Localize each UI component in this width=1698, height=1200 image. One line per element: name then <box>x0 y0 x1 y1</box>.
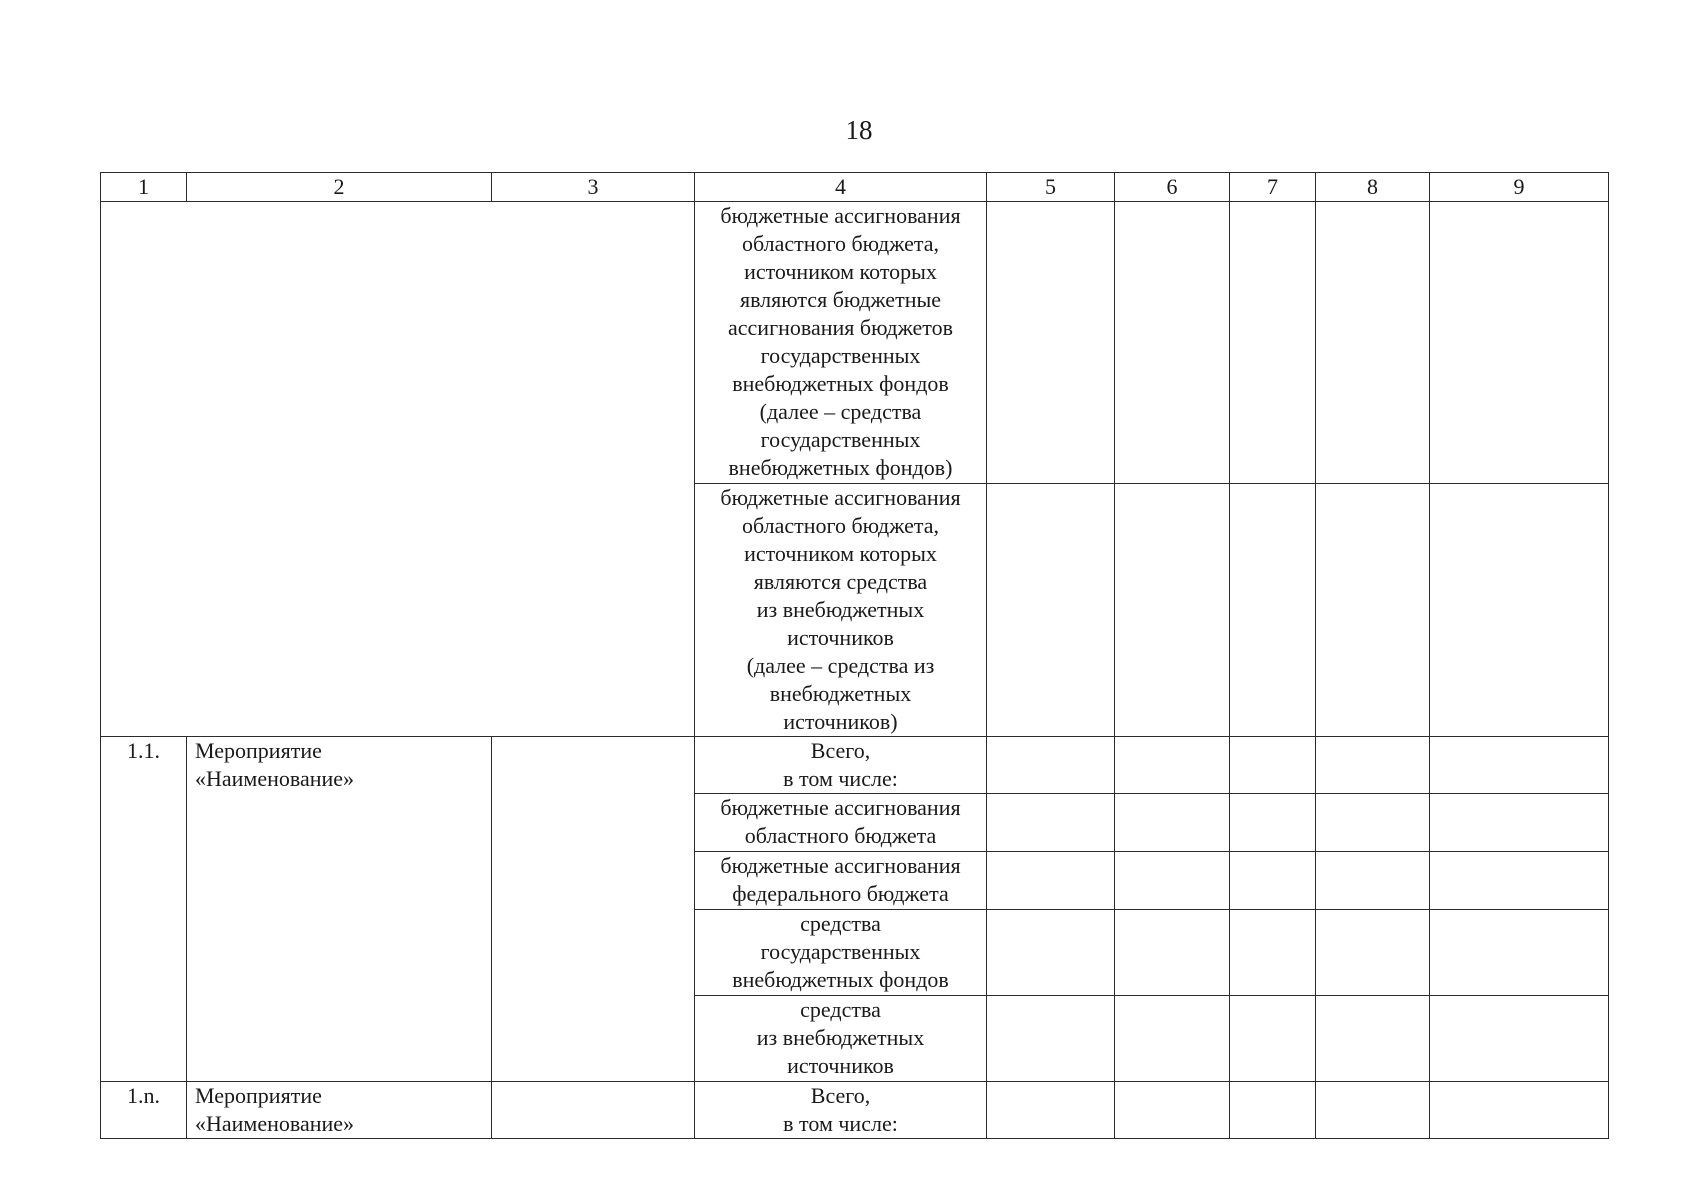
value-cell <box>1430 1082 1609 1139</box>
funding-source-cell: Всего, в том числе: <box>695 737 987 794</box>
event-number-cell: 1.n. <box>101 1082 187 1139</box>
funding-source-cell: бюджетные ассигнования областного бюджета, источником которых являются бюджетные ассигнования бюджетов государственных внебюджетных фондов (далее – средства государственных внебюджетных фондов) <box>695 202 987 484</box>
value-cell <box>1316 484 1430 737</box>
value-cell <box>1230 910 1316 996</box>
value-cell <box>1316 737 1430 794</box>
value-cell <box>1316 794 1430 852</box>
table-row <box>101 202 1609 484</box>
value-cell <box>1115 484 1230 737</box>
value-cell <box>1115 794 1230 852</box>
value-cell <box>1316 852 1430 910</box>
value-cell <box>1316 910 1430 996</box>
continuation-blank-cell <box>101 202 695 737</box>
value-cell <box>1115 852 1230 910</box>
value-cell <box>1430 910 1609 996</box>
value-cell <box>1230 484 1316 737</box>
value-cell <box>987 1082 1115 1139</box>
column-header-3: 3 <box>492 173 695 202</box>
event-column-3-cell <box>492 1082 695 1139</box>
value-cell <box>1430 852 1609 910</box>
value-cell <box>1230 202 1316 484</box>
funding-source-cell: Всего, в том числе: <box>695 1082 987 1139</box>
column-number-row <box>101 173 1609 202</box>
value-cell <box>987 794 1115 852</box>
column-header-8: 8 <box>1316 173 1430 202</box>
value-cell <box>1115 910 1230 996</box>
value-cell <box>1430 484 1609 737</box>
value-cell <box>1430 996 1609 1082</box>
value-cell <box>1230 794 1316 852</box>
event-number-cell: 1.1. <box>101 737 187 1082</box>
value-cell <box>1430 202 1609 484</box>
value-cell <box>1115 1082 1230 1139</box>
value-cell <box>1230 852 1316 910</box>
event-column-3-cell <box>492 737 695 1082</box>
column-header-5: 5 <box>987 173 1115 202</box>
value-cell <box>1230 996 1316 1082</box>
funding-table <box>100 172 1609 1139</box>
value-cell <box>987 910 1115 996</box>
funding-source-cell: бюджетные ассигнования областного бюджета <box>695 794 987 852</box>
funding-source-cell: средства государственных внебюджетных фондов <box>695 910 987 996</box>
table-row <box>101 737 1609 794</box>
value-cell <box>987 996 1115 1082</box>
value-cell <box>1316 1082 1430 1139</box>
value-cell <box>1430 794 1609 852</box>
event-title-cell: Мероприятие «Наименование» <box>187 737 492 1082</box>
value-cell <box>1115 202 1230 484</box>
value-cell <box>1316 202 1430 484</box>
value-cell <box>987 202 1115 484</box>
column-header-1: 1 <box>101 173 187 202</box>
value-cell <box>1230 1082 1316 1139</box>
funding-source-cell: средства из внебюджетных источников <box>695 996 987 1082</box>
column-header-9: 9 <box>1430 173 1609 202</box>
value-cell <box>1115 996 1230 1082</box>
column-header-6: 6 <box>1115 173 1230 202</box>
event-title-cell: Мероприятие «Наименование» <box>187 1082 492 1139</box>
value-cell <box>987 737 1115 794</box>
column-header-2: 2 <box>187 173 492 202</box>
value-cell <box>987 484 1115 737</box>
column-header-7: 7 <box>1230 173 1316 202</box>
value-cell <box>1430 737 1609 794</box>
value-cell <box>987 852 1115 910</box>
funding-source-cell: бюджетные ассигнования областного бюджета, источником которых являются средства из внебюджетных источников (далее – средства из внебюджетных источников) <box>695 484 987 737</box>
value-cell <box>1230 737 1316 794</box>
column-header-4: 4 <box>695 173 987 202</box>
page-number: 18 <box>845 115 873 145</box>
funding-source-cell: бюджетные ассигнования федерального бюджета <box>695 852 987 910</box>
table-row <box>101 1082 1609 1139</box>
value-cell <box>1316 996 1430 1082</box>
value-cell <box>1115 737 1230 794</box>
